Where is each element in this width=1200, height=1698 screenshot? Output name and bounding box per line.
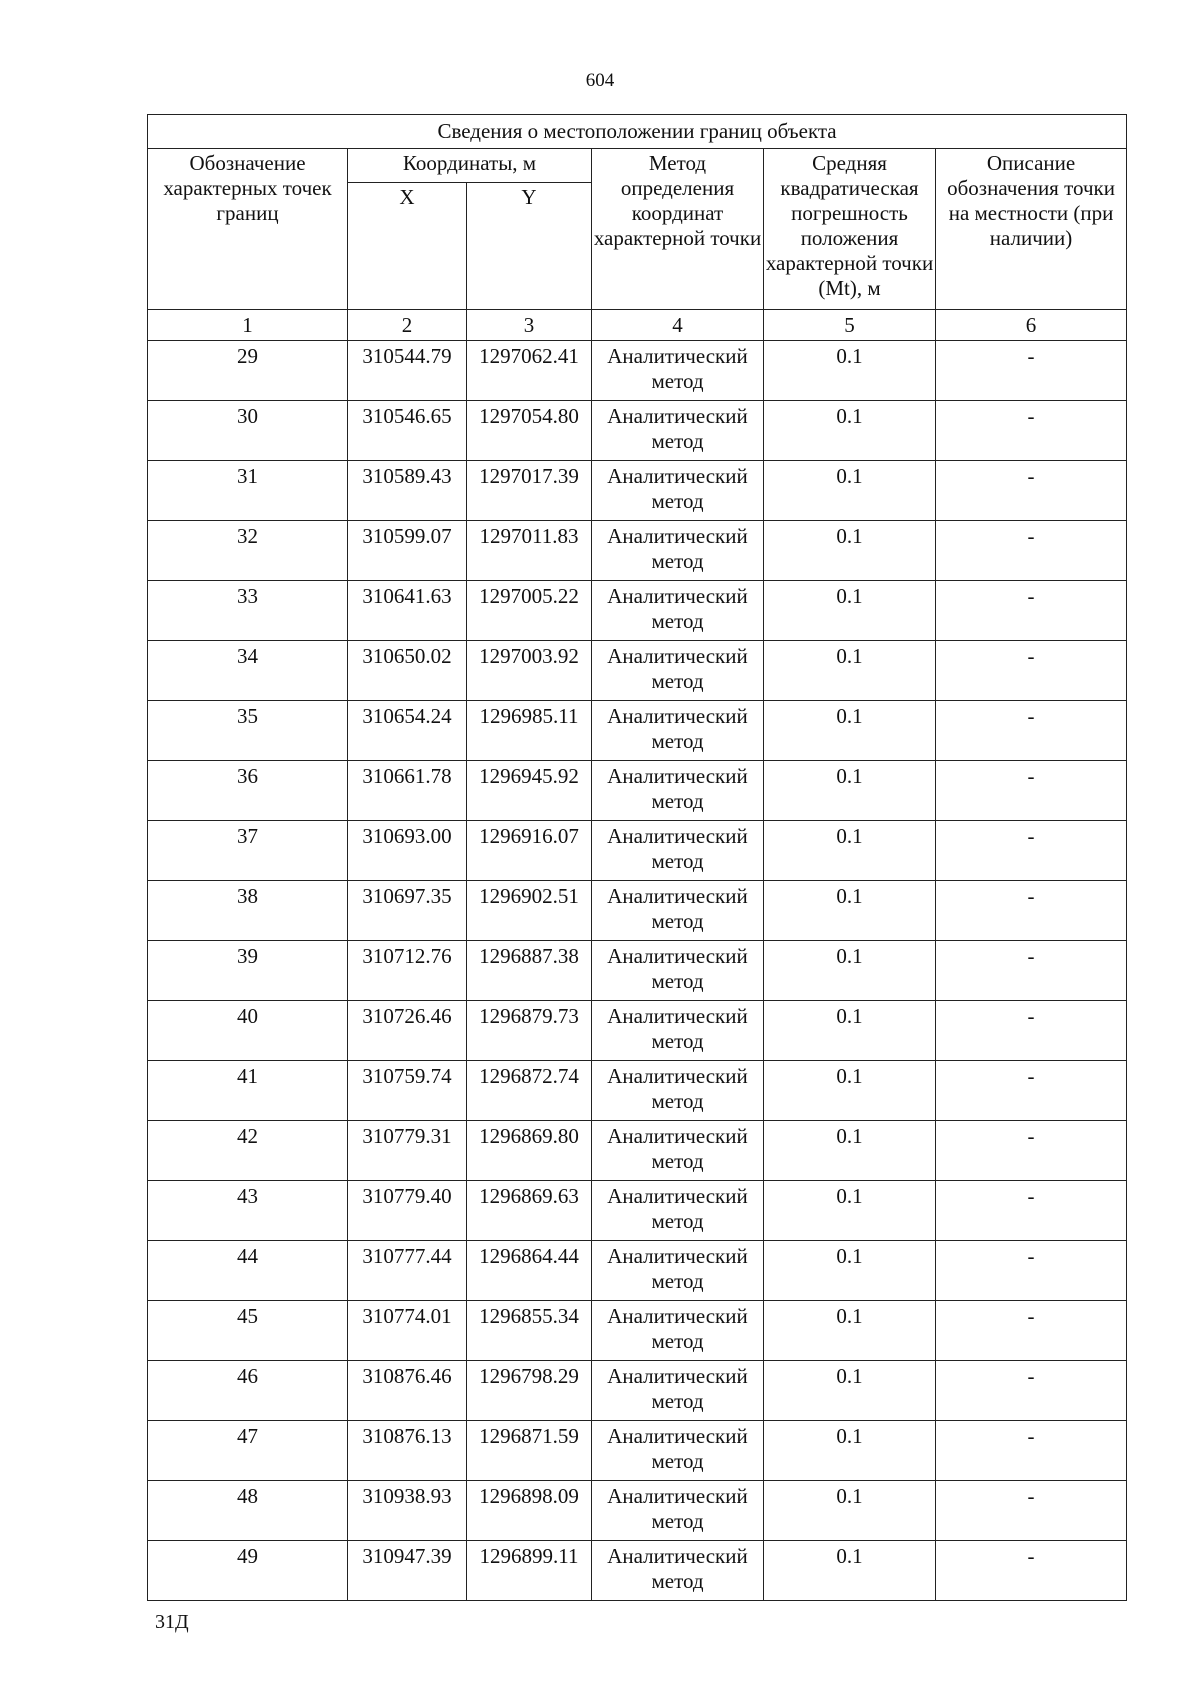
cell-method: Аналитический метод [592,1181,764,1241]
cell-description: - [936,1181,1127,1241]
cell-point: 39 [148,941,348,1001]
cell-method: Аналитический метод [592,761,764,821]
cell-description: - [936,761,1127,821]
cell-error: 0.1 [764,341,936,401]
cell-description: - [936,1421,1127,1481]
cell-y: 1296869.80 [467,1121,592,1181]
cell-description: - [936,701,1127,761]
cell-method: Аналитический метод [592,1241,764,1301]
cell-method: Аналитический метод [592,1481,764,1541]
cell-x: 310876.13 [348,1421,467,1481]
column-number: 5 [764,310,936,341]
cell-x: 310947.39 [348,1541,467,1601]
cell-error: 0.1 [764,1121,936,1181]
cell-point: 32 [148,521,348,581]
header-method: Метод определения координат характерной точки [592,149,764,310]
column-number: 4 [592,310,764,341]
header-error: Средняя квадратическая погрешность положения характерной точки (Mt), м [764,149,936,310]
cell-x: 310779.40 [348,1181,467,1241]
cell-x: 310599.07 [348,521,467,581]
table-row [148,1301,1127,1361]
cell-x: 310641.63 [348,581,467,641]
cell-method: Аналитический метод [592,1421,764,1481]
cell-method: Аналитический метод [592,1001,764,1061]
cell-description: - [936,521,1127,581]
cell-x: 310693.00 [348,821,467,881]
header-x: X [348,183,467,310]
cell-description: - [936,1541,1127,1601]
cell-error: 0.1 [764,761,936,821]
column-number: 3 [467,310,592,341]
column-number: 1 [148,310,348,341]
cell-error: 0.1 [764,1241,936,1301]
cell-error: 0.1 [764,461,936,521]
cell-y: 1296872.74 [467,1061,592,1121]
page-number: 604 [585,70,615,91]
cell-x: 310774.01 [348,1301,467,1361]
cell-point: 49 [148,1541,348,1601]
cell-description: - [936,461,1127,521]
cell-description: - [936,1481,1127,1541]
cell-y: 1296887.38 [467,941,592,1001]
column-number: 6 [936,310,1127,341]
cell-description: - [936,1241,1127,1301]
cell-y: 1297054.80 [467,401,592,461]
header-y: Y [467,183,592,310]
cell-description: - [936,641,1127,701]
table-row [148,1061,1127,1121]
cell-point: 37 [148,821,348,881]
cell-point: 41 [148,1061,348,1121]
table-row [148,341,1127,401]
header-row [148,149,1127,183]
table-row [148,1121,1127,1181]
boundary-coordinates-table [147,114,1127,1601]
cell-y: 1296899.11 [467,1541,592,1601]
cell-x: 310546.65 [348,401,467,461]
cell-description: - [936,881,1127,941]
table-row [148,1421,1127,1481]
cell-point: 30 [148,401,348,461]
table-row [148,761,1127,821]
cell-x: 310779.31 [348,1121,467,1181]
cell-error: 0.1 [764,1001,936,1061]
cell-point: 46 [148,1361,348,1421]
cell-x: 310661.78 [348,761,467,821]
table-row [148,1481,1127,1541]
cell-description: - [936,341,1127,401]
header-coordinates: Координаты, м [348,149,592,183]
cell-y: 1296902.51 [467,881,592,941]
cell-method: Аналитический метод [592,341,764,401]
cell-y: 1297017.39 [467,461,592,521]
cell-method: Аналитический метод [592,701,764,761]
cell-error: 0.1 [764,881,936,941]
table-row [148,881,1127,941]
cell-point: 35 [148,701,348,761]
table-row [148,461,1127,521]
table-row [148,1541,1127,1601]
cell-y: 1297062.41 [467,341,592,401]
cell-description: - [936,401,1127,461]
table-row [148,521,1127,581]
cell-point: 34 [148,641,348,701]
cell-x: 310726.46 [348,1001,467,1061]
cell-error: 0.1 [764,701,936,761]
cell-y: 1296864.44 [467,1241,592,1301]
cell-error: 0.1 [764,1181,936,1241]
header-description: Описание обозначения точки на местности (при наличии) [936,149,1127,310]
table-row [148,1241,1127,1301]
cell-method: Аналитический метод [592,581,764,641]
cell-point: 43 [148,1181,348,1241]
cell-point: 38 [148,881,348,941]
cell-method: Аналитический метод [592,521,764,581]
cell-x: 310876.46 [348,1361,467,1421]
document-code: 31Д [155,1611,189,1633]
table-title: Сведения о местоположении границ объекта [148,115,1127,149]
cell-error: 0.1 [764,641,936,701]
cell-description: - [936,1301,1127,1361]
cell-method: Аналитический метод [592,1121,764,1181]
cell-error: 0.1 [764,1301,936,1361]
cell-error: 0.1 [764,1421,936,1481]
cell-method: Аналитический метод [592,881,764,941]
table-row [148,581,1127,641]
cell-description: - [936,1061,1127,1121]
cell-y: 1296871.59 [467,1421,592,1481]
table-row [148,401,1127,461]
cell-y: 1296869.63 [467,1181,592,1241]
table-row [148,821,1127,881]
cell-error: 0.1 [764,821,936,881]
cell-method: Аналитический метод [592,1301,764,1361]
table-row [148,1181,1127,1241]
column-number-row [148,310,1127,341]
cell-description: - [936,1001,1127,1061]
cell-x: 310777.44 [348,1241,467,1301]
cell-point: 33 [148,581,348,641]
cell-y: 1296945.92 [467,761,592,821]
cell-error: 0.1 [764,1361,936,1421]
cell-y: 1296879.73 [467,1001,592,1061]
table-title-row [148,115,1127,149]
cell-point: 47 [148,1421,348,1481]
cell-y: 1296916.07 [467,821,592,881]
cell-error: 0.1 [764,941,936,1001]
cell-description: - [936,1121,1127,1181]
cell-point: 40 [148,1001,348,1061]
cell-method: Аналитический метод [592,401,764,461]
cell-x: 310544.79 [348,341,467,401]
cell-method: Аналитический метод [592,821,764,881]
cell-point: 29 [148,341,348,401]
cell-error: 0.1 [764,401,936,461]
cell-description: - [936,1361,1127,1421]
cell-error: 0.1 [764,521,936,581]
cell-point: 36 [148,761,348,821]
cell-point: 44 [148,1241,348,1301]
cell-x: 310589.43 [348,461,467,521]
cell-x: 310654.24 [348,701,467,761]
cell-point: 31 [148,461,348,521]
cell-method: Аналитический метод [592,941,764,1001]
cell-error: 0.1 [764,581,936,641]
cell-method: Аналитический метод [592,1541,764,1601]
cell-y: 1297003.92 [467,641,592,701]
cell-method: Аналитический метод [592,641,764,701]
cell-x: 310712.76 [348,941,467,1001]
cell-description: - [936,821,1127,881]
column-number: 2 [348,310,467,341]
cell-x: 310650.02 [348,641,467,701]
table-row [148,1001,1127,1061]
cell-point: 48 [148,1481,348,1541]
cell-error: 0.1 [764,1061,936,1121]
cell-x: 310759.74 [348,1061,467,1121]
cell-x: 310697.35 [348,881,467,941]
table-row [148,701,1127,761]
cell-method: Аналитический метод [592,1061,764,1121]
table-row [148,641,1127,701]
cell-y: 1297005.22 [467,581,592,641]
cell-y: 1296985.11 [467,701,592,761]
cell-error: 0.1 [764,1481,936,1541]
cell-error: 0.1 [764,1541,936,1601]
cell-y: 1296855.34 [467,1301,592,1361]
cell-description: - [936,581,1127,641]
cell-y: 1297011.83 [467,521,592,581]
cell-method: Аналитический метод [592,1361,764,1421]
header-point: Обозначение характерных точек границ [148,149,348,310]
cell-description: - [936,941,1127,1001]
cell-point: 45 [148,1301,348,1361]
table-row [148,1361,1127,1421]
cell-method: Аналитический метод [592,461,764,521]
cell-y: 1296898.09 [467,1481,592,1541]
cell-x: 310938.93 [348,1481,467,1541]
cell-y: 1296798.29 [467,1361,592,1421]
table-row [148,941,1127,1001]
cell-point: 42 [148,1121,348,1181]
